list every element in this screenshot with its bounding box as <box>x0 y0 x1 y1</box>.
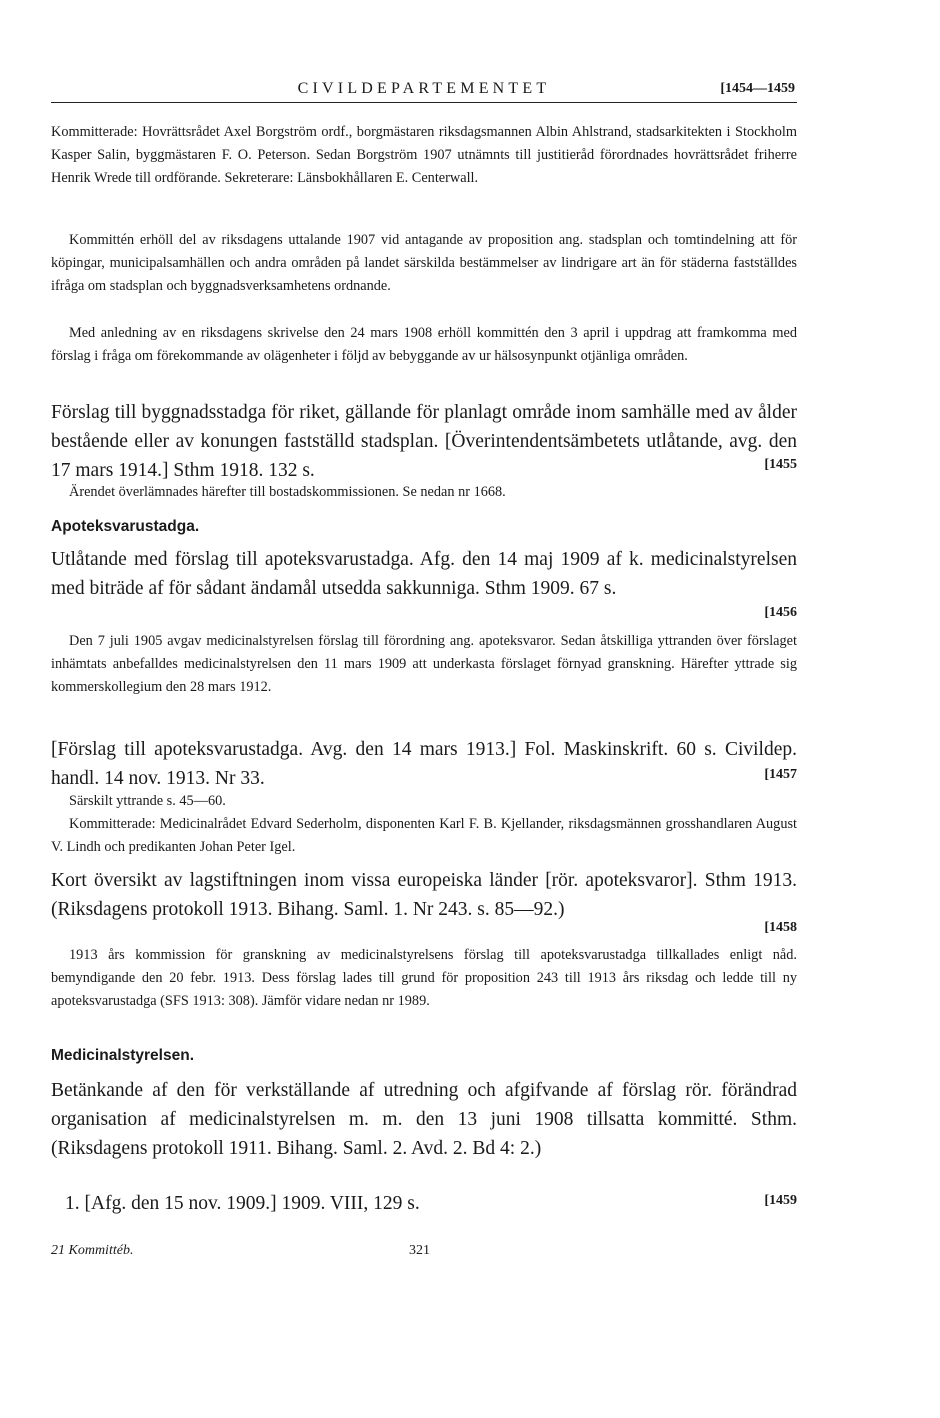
entry-text: [Förslag till apoteksvarustadga. Avg. den 14 mars 1913.] Fol. Maskinskrift. 60 s. Civildep. handl. 14 nov. 1913. Nr 33. <box>51 739 797 789</box>
entry-1457-title <box>51 735 797 793</box>
section-heading-medicinalstyrelsen: Medicinalstyrelsen. <box>51 1047 195 1064</box>
entry-1458-number: [1458 <box>764 920 797 935</box>
entry-1455-note <box>51 481 797 504</box>
page-number: 321 <box>409 1243 430 1258</box>
entry-1456-note <box>51 630 797 700</box>
header-title: CIVILDEPARTEMENTET <box>297 80 551 97</box>
entry-text: Betänkande af den för verkställande af utredning och afgifvande af förslag rör. förändrad organisation af medicinalstyrelsen m. m. den 13 juni 1908 tillsatta kommitté. Sthm. (Riksdagens protokoll 1911. Bihang. Saml. 2. Avd. 2. Bd 4: 2.) <box>51 1080 797 1159</box>
entry-1457-note-members <box>51 813 797 859</box>
entry-1459-title <box>51 1076 797 1163</box>
note-text: Särskilt yttrande s. 45—60. <box>69 793 226 809</box>
running-header <box>51 80 797 103</box>
note-text: Ärendet överlämnades härefter till bostadskommissionen. Se nedan nr 1668. <box>69 484 506 500</box>
entry-1459-number: [1459 <box>764 1193 797 1208</box>
note-text: Kommitterade: Medicinalrådet Edvard Sederholm, disponenten Karl F. B. Kjellander, riksdagsmännen grosshandlaren August V. Lindh och predikanten Johan Peter Igel. <box>51 816 797 856</box>
section-heading-apoteksvarustadga: Apoteksvarustadga. <box>51 518 200 535</box>
header-entry-range: [1454—1459 <box>720 81 795 96</box>
commission-mandate-paragraph <box>51 229 797 299</box>
assignment-paragraph <box>51 322 797 368</box>
entry-text: Kort översikt av lagstiftningen inom vissa europeiska länder [rör. apoteksvaror]. Sthm 1913. (Riksdagens protokoll 1913. Bihang. Saml. 1. Nr 243. s. 85—92.) <box>51 870 797 920</box>
committee-members-paragraph <box>51 121 797 191</box>
entry-1457-note-separate-statement <box>51 790 797 813</box>
note-text: 1913 års kommission för granskning av medicinalstyrelsens förslag till apoteksvarustadga tillkallades enligt nåd. bemyndigande den 20 febr. 1913. Dess förslag lades till grund för proposition 243 till 1913 års riksdag och ledde till ny apoteksvarustadga (SFS 1913: 308). Jämför vidare nedan nr 1989. <box>51 947 797 1010</box>
entry-1455-title <box>51 398 797 485</box>
note-text: Den 7 juli 1905 avgav medicinalstyrelsen förslag till förordning ang. apoteksvaror. Sedan åtskilliga yttranden över förslaget inhämtats anbefalldes medicinalstyrelsen den 11 mars 1909 att underkasta förslaget förnyad granskning. Härefter yttrade sig kommerskollegium den 28 mars 1912. <box>51 633 797 696</box>
paragraph-text: Kommitterade: Hovrättsrådet Axel Borgström ordf., borgmästaren riksdagsmannen Albin Ahlstrand, stadsarkitekten i Stockholm Kasper Salin, byggmästaren F. O. Peterson. Sedan Borgström 1907 utnämnts till justitieråd förordnades hovrättsrådet friherre Henrik Wrede till ordförande. Sekreterare: Länsbokhållaren E. Centerwall. <box>51 124 797 187</box>
entry-1457-number: [1457 <box>764 767 797 782</box>
entry-1459-item: 1. [Afg. den 15 nov. 1909.] 1909. VIII, 129 s. <box>65 1193 420 1214</box>
entry-1455-number: [1455 <box>764 457 797 472</box>
entry-1458-note <box>51 944 797 1014</box>
entry-text: Förslag till byggnadsstadga för riket, gällande för planlagt område inom samhälle med av ålder bestående eller av konungen fastställd stadsplan. [Överintendentsämbetets utlåtande, avg. den 17 mars 1914.] Sthm 1918. 132 s. <box>51 402 797 481</box>
entry-1456-number: [1456 <box>764 605 797 620</box>
paragraph-text: Med anledning av en riksdagens skrivelse den 24 mars 1908 erhöll kommittén den 3 april i uppdrag att framkomma med förslag i fråga om förekommande av olägenheter i följd av bebyggande av ur hälsosynpunkt otjänliga områden. <box>51 325 797 365</box>
entry-text: Utlåtande med förslag till apoteksvarustadga. Afg. den 14 maj 1909 af k. medicinalstyrelsen med biträde af för sådant ändamål utsedda sakkunniga. Sthm 1909. 67 s. <box>51 549 797 599</box>
paragraph-text: Kommittén erhöll del av riksdagens uttalande 1907 vid antagande av proposition ang. stadsplan och tomtindelning att för köpingar, municipalsamhällen och andra områden på landet särskilda bestämmelser av lindrigare art än för städerna fastställdes ifråga om stadsplan och byggnadsverksamhetens ordnande. <box>51 232 797 295</box>
entry-1456-title <box>51 545 797 603</box>
entry-1458-title <box>51 866 797 924</box>
footer-signature: 21 Kommittéb. <box>51 1243 134 1258</box>
